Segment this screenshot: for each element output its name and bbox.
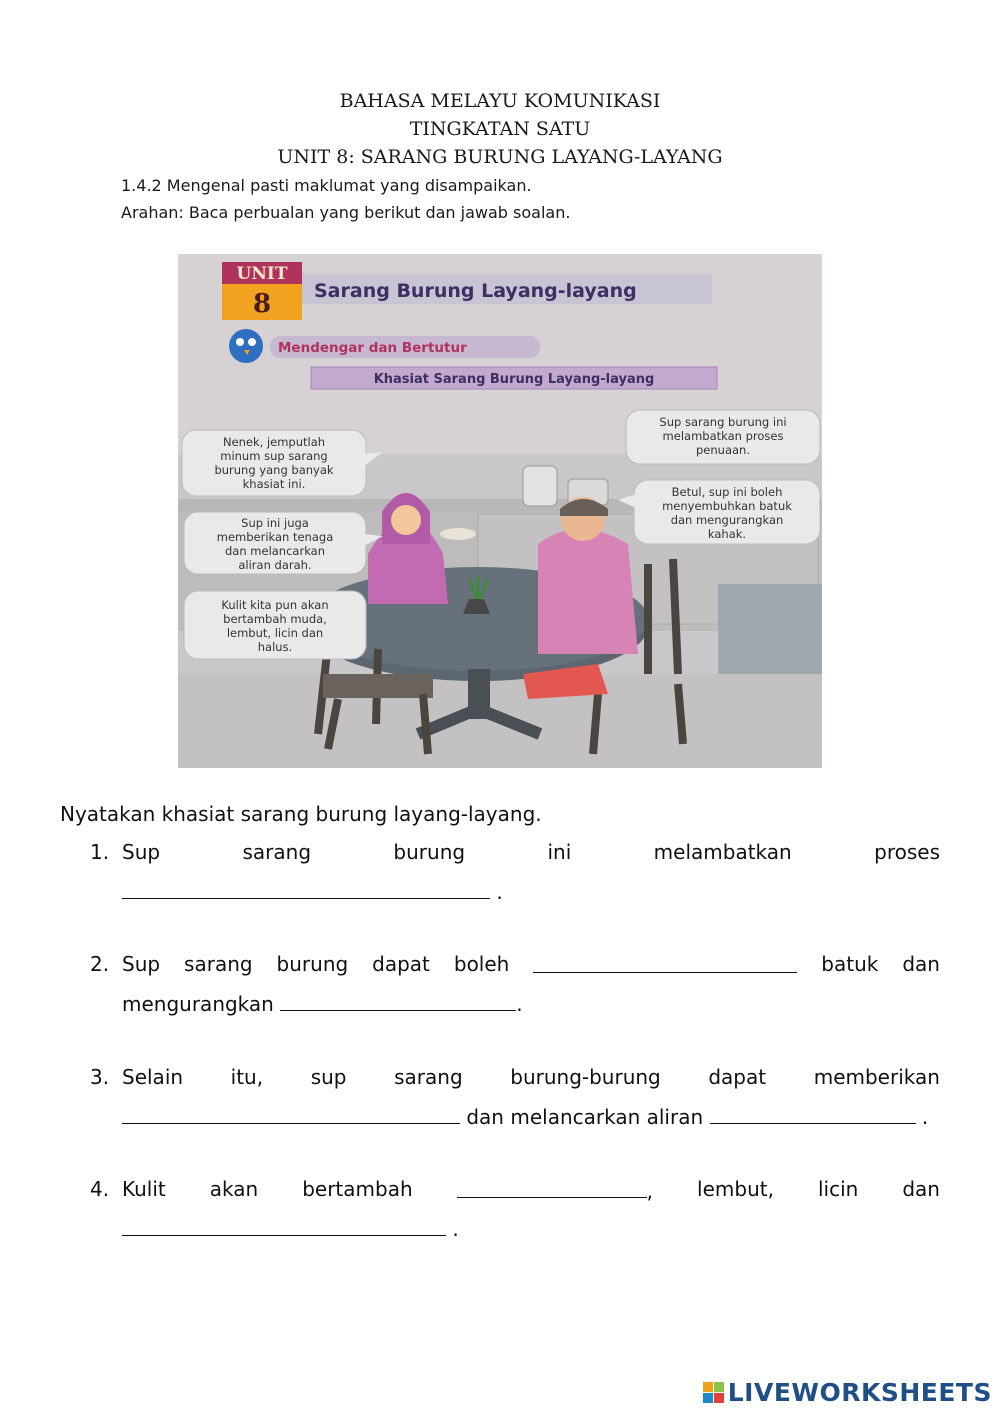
q3-word: memberikan [813,1065,940,1089]
bubble-2-line-3: dan melancarkan [225,544,325,558]
q4-word: dan [902,1177,940,1201]
bubble-1-line-3: burung yang banyak [214,463,334,477]
question-3 [90,1065,940,1135]
bubble-5-line-4: kahak. [707,527,747,541]
q1-word: ini [547,840,572,864]
q1-word: burung [393,840,466,864]
bubble-4-line-1: Sup sarang burung ini [659,415,787,429]
bubble-4-line-3: penuaan. [696,443,750,457]
q3-word: sup [310,1065,347,1089]
bubble-2-line-2: memberikan tenaga [216,530,334,544]
bubble-1-line-1: Nenek, jemputlah [222,435,326,449]
q2-word: sarang [184,952,253,976]
brand-text: LIVEWORKSHEETS [727,1378,992,1407]
q2-line2-start: mengurangkan [122,992,274,1016]
answer-blank-5[interactable] [710,1103,916,1124]
q4-word: lembut, [697,1177,774,1201]
question-3-number: 3. [90,1065,110,1089]
q3-word: burung-burung [510,1065,661,1089]
answer-blank-7[interactable] [122,1215,446,1236]
q1-word: sarang [242,840,312,864]
learning-objective: 1.4.2 Mengenal pasti maklumat yang disampaikan. [121,176,532,195]
q4-word: Kulit [122,1177,166,1201]
unit-number: 8 [252,289,272,319]
answer-blank-6[interactable] [457,1177,647,1198]
q1-word: proses [874,840,940,864]
bubble-1-line-4: khasiat ini. [242,477,306,491]
textbook-title: Sarang Burung Layang-layang [314,280,637,302]
bubble-3-line-2: bertambah muda, [223,612,327,626]
title-line-1: BAHASA MELAYU KOMUNIKASI [339,90,661,112]
q1-end: . [496,880,503,904]
q1-word: melambatkan [653,840,792,864]
question-1-number: 1. [90,840,110,864]
answer-blank-3[interactable] [280,990,516,1011]
title-line-3: UNIT 8: SARANG BURUNG LAYANG-LAYANG [277,146,723,168]
question-1 [90,840,940,910]
bubble-5-line-3: dan mengurangkan [670,513,784,527]
q2-word: batuk [821,952,879,976]
liveworksheets-icon [703,1382,724,1403]
q2-word: dan [902,952,940,976]
bubble-1-line-2: minum sup sarang [220,449,328,463]
q4-end: . [452,1217,459,1241]
question-4-number: 4. [90,1177,110,1201]
question-2-number: 2. [90,952,110,976]
liveworksheets-logo[interactable] [703,1378,992,1407]
answer-blank-1[interactable] [122,878,490,899]
question-2 [90,952,940,1022]
bubble-2-line-1: Sup ini juga [241,516,309,530]
q2-word: boleh [453,952,510,976]
q2-word: Sup [122,952,161,976]
bubble-2-line-4: aliran darah. [238,558,312,572]
q3-word: Selain [122,1065,184,1089]
q3-word: sarang [394,1065,463,1089]
q4-word: bertambah [302,1177,413,1201]
bubble-3-line-4: halus. [257,640,293,654]
answer-blank-4[interactable] [122,1103,460,1124]
q1-word: Sup [122,840,161,864]
q4-word: licin [817,1177,859,1201]
unit-word: UNIT [236,264,288,284]
bubble-3-line-1: Kulit kita pun akan [221,598,329,612]
q3-word: dapat [708,1065,767,1089]
q4-word: akan [209,1177,259,1201]
instruction-text: Arahan: Baca perbualan yang berikut dan jawab soalan. [121,203,571,222]
question-title: Nyatakan khasiat sarang burung layang-layang. [60,802,542,826]
q3-mid: dan melancarkan aliran [466,1105,704,1129]
bubble-5-line-2: menyembuhkan batuk [662,499,792,513]
answer-blank-2[interactable] [533,952,797,973]
section-label: Mendengar dan Bertutur [278,340,467,356]
bubble-5-line-1: Betul, sup ini boleh [671,485,783,499]
q3-word: itu, [230,1065,264,1089]
title-line-2: TINGKATAN SATU [409,118,591,140]
q2-word: burung [276,952,349,976]
q2-end: . [516,992,523,1016]
q2-word: dapat [372,952,430,976]
q4-comma: , [646,1179,654,1203]
bubble-3-line-3: lembut, licin dan [226,626,324,640]
banner-title: Khasiat Sarang Burung Layang-layang [373,372,655,387]
question-4 [90,1177,940,1247]
bubble-4-line-2: melambatkan proses [662,429,784,443]
q3-end: . [921,1105,929,1129]
textbook-image [178,254,822,768]
bird-icon [229,329,263,363]
